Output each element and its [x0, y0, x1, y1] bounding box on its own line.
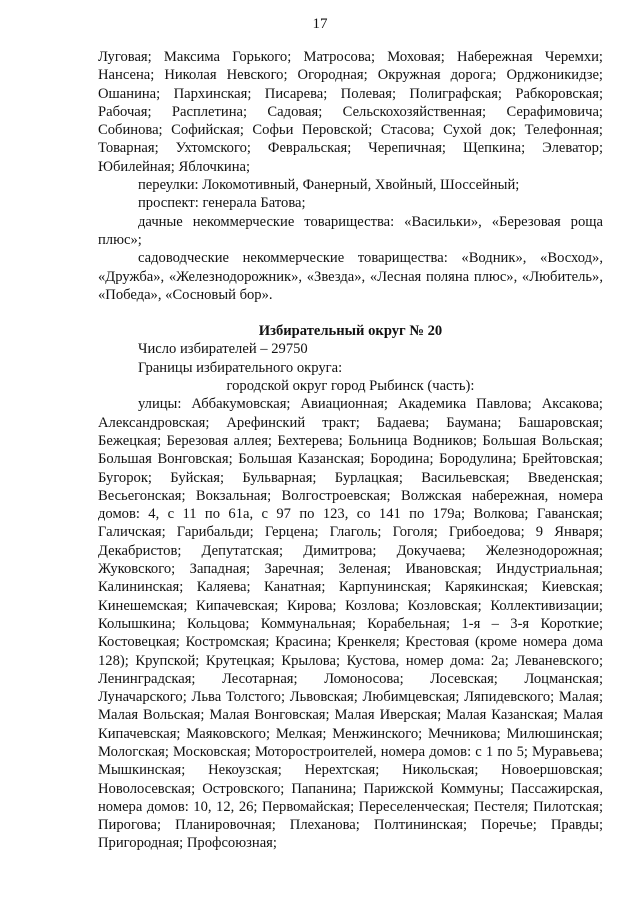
streets-list-continued: Луговая; Максима Горького; Матросова; Моховая; Набережная Черемхи; Нансена; Николая Невского; Огородная; Окружная дорога; Орджоникидзе; Ошанина; Пархинская; Писарева; Полевая; Полиграфская; Рабкоровская; Рабочая; Расплетина; Садовая; Сельскохозяйственная; Серафимовича; Собинова; Софийская; Софьи Перовской; Стасова; Сухой док; Телефонная; Товарная; Ухтомского; Февральская; Черепичная; Щепкина; Элеватор; Юбилейная; Яблочкина;	[98, 49, 603, 175]
lanes-list: переулки: Локомотивный, Фанерный, Хвойный, Шоссейный;	[138, 177, 520, 194]
district-heading: Избирательный округ № 20	[258, 323, 443, 340]
gardening-partnerships: садоводческие некоммерческие товарищества: «Водник», «Восход», «Дружба», «Железнодорожник», «Звезда», «Лесная поляна плюс», «Любитель», «Победа», «Сосновый бор».	[98, 250, 603, 303]
dacha-partnerships: дачные некоммерческие товарищества: «Васильки», «Березовая роща плюс»;	[98, 213, 603, 248]
document-body	[98, 48, 603, 853]
voter-count: Число избирателей – 29750	[138, 341, 308, 358]
district-borders-label: Границы избирательного округа:	[138, 359, 343, 376]
avenue-list: проспект: генерала Батова;	[138, 195, 306, 212]
page-number: 17	[312, 16, 328, 32]
city-district-label: городской округ город Рыбинск (часть):	[226, 378, 475, 395]
district-streets-list: улицы: Аббакумовская; Авиационная; Академика Павлова; Аксакова; Александровская; Арефинский тракт; Бадаева; Баумана; Башаровская; Бежецкая; Березовая аллея; Бехтерева; Больница Водников; Большая Вольская; Большая Вонговская; Большая Казанская; Бородина; Бородулина; Брейтовская; Бугорок; Буйская; Бульварная; Бурлацкая; Васильевская; Введенская; Весьегонская; Вокзальная; Волгостроевская; Волжская набережная, номера домов: 4, с 11 по 61а, с 97 по 123, со 141 по 179а; Волкова; Гаванская; Галичская; Гарибальди; Герцена; Глаголь; Гоголя; Грибоедова; 9 Января; Декабристов; Депутатская; Димитрова; Докучаева; Железнодорожная; Жуковского; Западная; Заречная; Зеленая; Ивановская; Индустриальная; Калининская; Каляева; Канатная; Карпунинская; Карякинская; Киевская; Кинешемская; Кипачевская; Кирова; Козлова; Козловская; Коллективизации; Колышкина; Кольцова; Коммунальная; Корабельная; 1-я – 3-я Короткие; Костовецкая; Костромская; Красина; Кренкеля; Крестовая (кроме номера дома 128); Крупской; Крутецкая; Крылова; Кустова, номер дома: 2а; Леваневского; Ленинградская; Лесотарная; Ломоносова; Лосевская; Лоцманская; Луначарского; Льва Толстого; Львовская; Любимцевская; Ляпидевского; Малая; Малая Вольская; Малая Вонговская; Малая Иверская; Малая Казанская; Малая Кипачевская; Маяковского; Мелкая; Менжинского; Мечникова; Милюшинская; Мологская; Московская; Моторостроителей, номера домов: с 1 по 5; Муравьева; Мышкинская; Некоузская; Нерехтская; Никольская; Новоершовская; Новолосевская; Островского; Папанина; Парижской Коммуны; Пассажирская, номера домов: 10, 12, 26; Первомайская; Переселенческая; Пестеля; Пилотская; Пирогова; Планировочная; Плеханова; Полтининская; Поречье; Правды; Пригородная; Профсоюзная;	[98, 396, 603, 852]
